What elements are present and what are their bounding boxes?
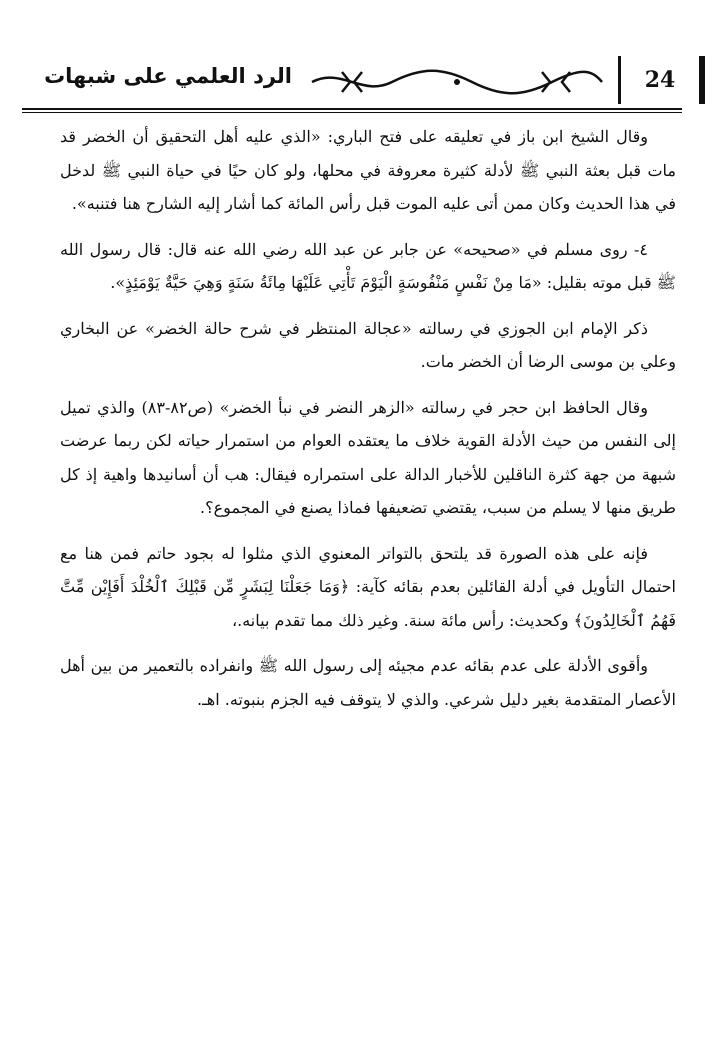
page-number: 24	[644, 67, 676, 93]
running-title: الرد العلمي على شبهات	[44, 64, 292, 88]
page-number-box	[618, 56, 705, 104]
paragraph-strongest-evidence: وأقوى الأدلة على عدم بقائه عدم مجيئه إلى رسول الله ﷺ وانفراده بالتعمير من بين أهل الأعصار المتقدمة بغير دليل شرعي. والذي لا يتوقف فيه الجزم بنبوته. اهـ.	[60, 656, 676, 709]
header-rule	[22, 108, 682, 113]
paragraph-ibn-jawzi: ذكر الإمام ابن الجوزي في رسالته «عجالة المنتظر في شرح حالة الخضر» عن البخاري وعلي بن موسى الرضا أن الخضر مات.	[60, 318, 676, 371]
paragraph-muslim-hadith: ٤- روى مسلم في «صحيحه» عن جابر عن عبد الله رضي الله عنه قال: قال رسول الله ﷺ قبل موته بقليل: «مَا مِنْ نَفْسٍ مَنْفُوسَةٍ الْيَوْمَ تَأْتِي عَلَيْهَا مِائَةُ سَنَةٍ وَهِيَ حَيَّةٌ يَوْمَئِذٍ».	[60, 239, 676, 292]
paragraph-ibn-hajar: وقال الحافظ ابن حجر في رسالته «الزهر النضر في نبأ الخضر» (ص٨٢-٨٣) والذي تميل إلى النفس من حيث الأدلة القوية خلاف ما يعتقده العوام من استمرار حياته لكن ربما عرضت شبهة من جهة كثرة الناقلين للأخبار الدالة على استمراره فيقال: هب أن أسانيدها واهية إذ كل طريق منها لا يسلم من سبب، يقتضي تضعيفها فماذا يصنع في المجموع؟.	[60, 397, 676, 517]
ornament-divider	[302, 62, 612, 102]
page-header	[22, 56, 682, 108]
paragraph-ibn-baz: وقال الشيخ ابن باز في تعليقه على فتح الباري: «الذي عليه أهل التحقيق أن الخضر قد مات قبل بعثة النبي ﷺ لأدلة كثيرة معروفة في محلها، ولو كان حيًا في حياة النبي ﷺ لدخل في هذا الحديث وكان ممن أتى عليه الموت قبل رأس المائة كما أشار إليه الشارح هنا فتنبه».	[60, 127, 677, 213]
paragraph-tawatur: فإنه على هذه الصورة قد يلتحق بالتواتر المعنوي الذي مثلوا له بجود حاتم فمن هنا مع احتمال التأويل في أدلة القائلين بعدم بقائه كآية: ﴿وَمَا جَعَلْنَا لِبَشَرٍ مِّن قَبْلِكَ ٱلْخُلْدَ أَفَإِيْن مِّتَّ فَهُمُ ٱلْخَالِدُونَ﴾ وكحديث: رأس مائة سنة. وغير ذلك مما تقدم بيانه.،	[60, 543, 676, 630]
page-body	[60, 120, 676, 728]
